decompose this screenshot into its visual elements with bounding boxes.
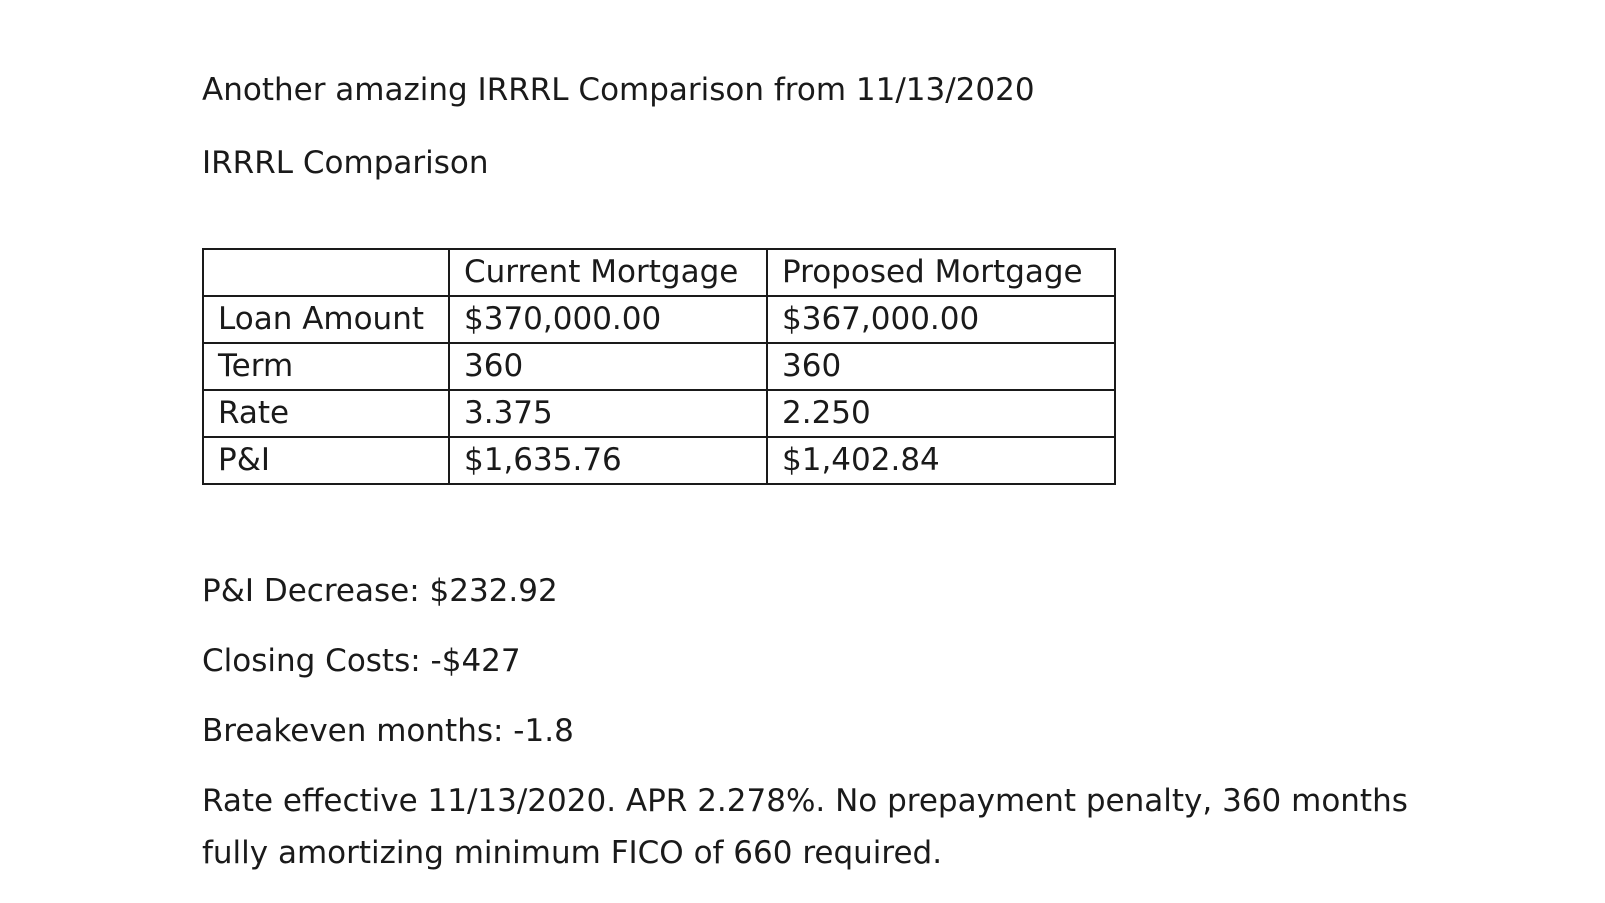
comparison-table — [202, 248, 1116, 485]
table-cell: P&I — [203, 437, 449, 484]
table-cell: $367,000.00 — [767, 296, 1115, 343]
closing-costs-text: Closing Costs: -$427 — [202, 643, 521, 679]
table-header-cell: Proposed Mortgage — [767, 249, 1115, 296]
table-cell: 360 — [767, 343, 1115, 390]
rate-note-line-2: fully amortizing minimum FICO of 660 required. — [202, 835, 943, 871]
table-cell: 3.375 — [449, 390, 767, 437]
rate-note-line-1: Rate effective 11/13/2020. APR 2.278%. No prepayment penalty, 360 months — [202, 783, 1408, 819]
table-cell: $1,635.76 — [449, 437, 767, 484]
table-row — [203, 390, 1115, 437]
table-cell: $1,402.84 — [767, 437, 1115, 484]
table-cell: 360 — [449, 343, 767, 390]
breakeven-months-text: Breakeven months: -1.8 — [202, 713, 574, 749]
table-header-row — [203, 249, 1115, 296]
table-cell: Rate — [203, 390, 449, 437]
document-subheading: IRRRL Comparison — [202, 145, 489, 181]
table-header-cell: Current Mortgage — [449, 249, 767, 296]
document-heading: Another amazing IRRRL Comparison from 11/13/2020 — [202, 72, 1035, 108]
pi-decrease-text: P&I Decrease: $232.92 — [202, 573, 558, 609]
table-cell: $370,000.00 — [449, 296, 767, 343]
table-row — [203, 343, 1115, 390]
table-row — [203, 437, 1115, 484]
table-cell: Term — [203, 343, 449, 390]
table-header-cell — [203, 249, 449, 296]
table-cell: Loan Amount — [203, 296, 449, 343]
table-row — [203, 296, 1115, 343]
table-cell: 2.250 — [767, 390, 1115, 437]
